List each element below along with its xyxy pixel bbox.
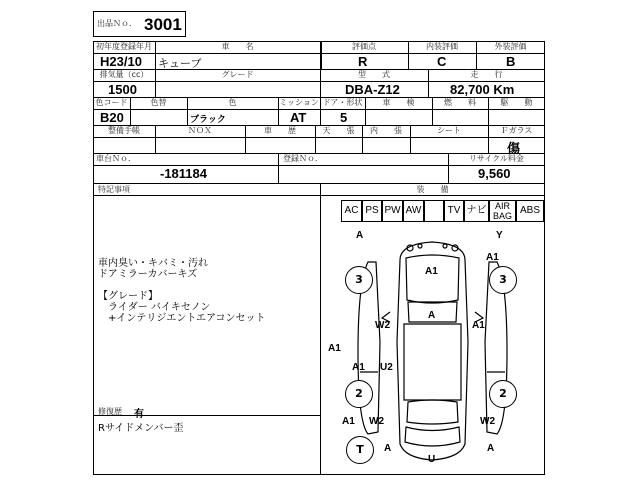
damage-mark: A	[487, 443, 495, 454]
equip-abs: ABS	[516, 200, 544, 222]
equipment-label: 装 備	[416, 185, 449, 194]
notes-line: 車内臭い・キバミ・汚れ	[98, 258, 208, 269]
damage-mark: W2	[369, 416, 384, 427]
label-registration-no: 登録Ｎｏ．	[283, 154, 323, 163]
damage-mark: U2	[380, 362, 393, 373]
label-headliner: 天 張	[322, 126, 355, 135]
label-first-registration: 初年度登録年月	[96, 42, 152, 51]
damage-mark: A	[384, 443, 392, 454]
label-maintenance-book: 整備手帳	[108, 126, 140, 135]
repair-value: 有	[134, 409, 144, 420]
damage-mark: A	[428, 310, 436, 321]
damage-mark: Y	[496, 230, 503, 241]
label-chassis-no: 車台Ｎｏ．	[96, 154, 136, 163]
label-interior: 内装評価	[426, 42, 458, 51]
col-line	[278, 153, 279, 183]
car-name-value: キューブ	[158, 57, 202, 70]
interior-value: C	[437, 54, 447, 69]
damage-mark: U	[428, 454, 436, 465]
label-door-shape: ドア・形状	[322, 98, 363, 107]
label-score: 評価点	[352, 42, 376, 51]
wheel-spare: T	[346, 436, 374, 464]
damage-mark: A	[356, 230, 364, 241]
equip-ps: PS	[362, 200, 382, 222]
notes-label: 特記事項	[98, 185, 130, 194]
equip-ac: AC	[341, 200, 362, 222]
label-drive: 駆 動	[500, 98, 533, 107]
first-registration-value: H23/10	[100, 54, 142, 69]
wheel-front-left: 3	[345, 266, 373, 294]
notes-line	[98, 280, 318, 291]
equip-navi: ナビ	[464, 200, 489, 222]
label-grade: グレード	[221, 70, 254, 79]
notes-line: 【グレード】	[98, 291, 158, 302]
damage-mark: A1	[352, 362, 365, 373]
notes-text	[98, 258, 318, 324]
label-exterior: 外装評価	[494, 42, 527, 51]
label-color: 色	[228, 98, 237, 107]
damage-mark: A1	[425, 266, 438, 277]
label-recycle-fee: リサイクル料金	[469, 154, 524, 163]
label-interior-trim: 内 張	[370, 126, 402, 135]
wheel-rear-right: 2	[489, 380, 517, 408]
label-fuel: 燃 料	[444, 98, 476, 107]
doors-value: 5	[340, 110, 348, 125]
label-transmission: ミッション	[279, 98, 319, 107]
label-displacement: 排気量（cc）	[99, 70, 149, 79]
mileage-value: 82,700 Km	[450, 82, 515, 97]
row-line	[93, 109, 545, 110]
equip-aw: AW	[403, 200, 424, 222]
front-glass-value: 傷	[507, 141, 521, 156]
color-value: ブラック	[190, 115, 226, 125]
score-value: R	[358, 54, 368, 69]
exterior-value: B	[506, 54, 516, 69]
chassis-no-value: -181184	[160, 166, 207, 181]
row-line	[93, 415, 320, 416]
row-line	[93, 137, 545, 138]
row-line	[93, 53, 545, 54]
damage-mark: W2	[480, 416, 495, 427]
recycle-fee-value: 9,560	[478, 166, 511, 181]
wheel-rear-left: 2	[345, 380, 373, 408]
repair-label: 修復歴	[98, 407, 122, 416]
label-nox: ＮＯＸ	[188, 126, 212, 135]
damage-mark: W2	[375, 320, 390, 331]
model-value: DBA-Z12	[345, 82, 400, 97]
equip-tv: TV	[444, 200, 464, 222]
equip-blank	[424, 200, 444, 222]
displacement-value: 1500	[108, 82, 137, 97]
label-model: 型 式	[358, 70, 390, 79]
damage-mark: A1	[342, 416, 355, 427]
color-code-value: B20	[100, 110, 124, 125]
label-color-change: 色替	[150, 98, 167, 107]
wheel-front-right: 3	[489, 266, 517, 294]
transmission-value: AT	[290, 110, 307, 125]
notes-line: +インテリジエントエアコンセット	[98, 313, 266, 324]
equip-pw: PW	[382, 200, 403, 222]
label-seat: シート	[437, 126, 461, 135]
damage-mark: A1	[328, 343, 341, 354]
label-car-history: 車 歴	[264, 126, 296, 135]
notes-line: ドアミラーカバーキズ	[98, 269, 198, 280]
equip-airbag: AIR BAG	[489, 200, 516, 222]
label-color-code: 色コード	[95, 98, 128, 107]
label-mileage: 走 行	[470, 70, 503, 79]
label-car-name: 車 名	[221, 42, 254, 51]
label-front-glass: Ｆガラス	[500, 126, 533, 135]
label-inspection: 車 検	[382, 98, 415, 107]
lot-label: 出品Ｎｏ．	[97, 19, 137, 28]
lot-number-box	[93, 11, 186, 37]
notes-line: ライダー バイキセノン	[98, 302, 211, 313]
damage-mark: A1	[472, 320, 485, 331]
lot-number: 3001	[144, 15, 182, 34]
repair-detail: Rサイドメンバー歪	[98, 423, 184, 434]
damage-mark: A1	[486, 252, 499, 263]
